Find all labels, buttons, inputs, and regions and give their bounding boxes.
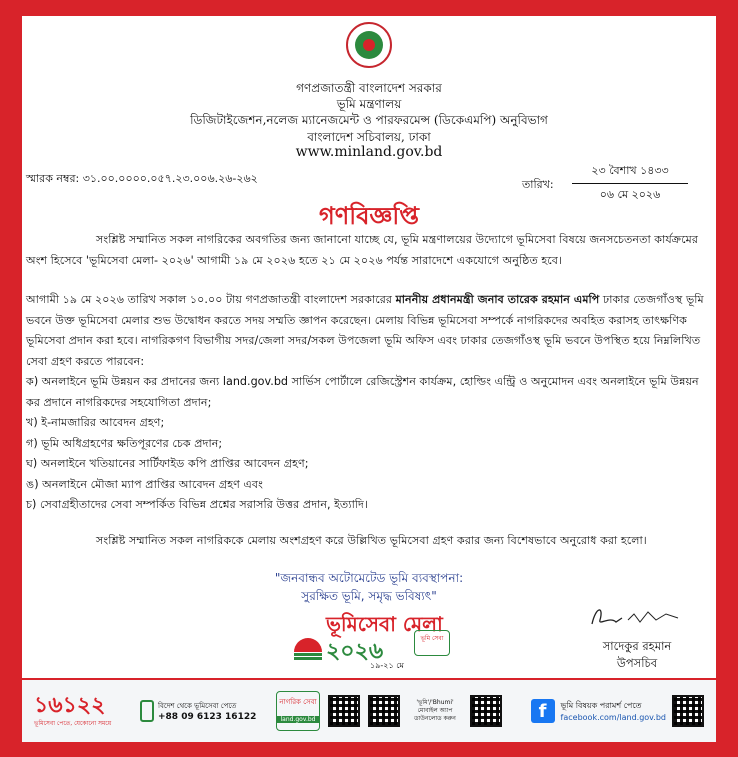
facebook-url[interactable]: facebook.com/land.gov.bd xyxy=(560,713,666,722)
header-division: ডিজিটাইজেশন,নলেজ ম্যানেজমেন্ট ও পারফরমেন্স (ডিকেএমপি) অনুবিভাগ xyxy=(190,113,548,127)
signer-designation: উপসচিব xyxy=(616,656,658,670)
date-bangla: ২৩ বৈশাখ ১৪৩৩ xyxy=(572,162,688,184)
list-item: গ) ভূমি অধিগ্রহণের ক্ষতিপূরণের চেক প্রদান; xyxy=(26,436,223,450)
list-item: ঘ) অনলাইনে খতিয়ানের সার্টিফাইড কপি প্রাপ্তির আবেদন গ্রহণ; xyxy=(26,457,309,470)
list-item: ক) অনলাইনে ভূমি উন্নয়ন কর প্রদানের জন্য land.gov.bd সার্ভিস পোর্টালে রেজিস্ট্রেশন কার্যক্রম, হোল্ডিং এন্ট্রি ও অনুমোদন এবং অনলাইনে ভূমি উন্নয়ন কর প্রদানে নাগরিকদের সহযোগিতা প্রদান; xyxy=(26,375,699,409)
notice-title: গণবিজ্ঞপ্তি xyxy=(318,202,420,230)
service-list xyxy=(26,372,708,516)
signature-icon xyxy=(582,602,692,630)
citizen-label: নাগরিক সেবা xyxy=(279,698,317,706)
paragraph-inauguration-before: আগামী ১৯ মে ২০২৬ তারিখ সকাল ১০.০০ টায় গণপ্রজাতন্ত্রী বাংলাদেশ সরকারের xyxy=(26,293,396,306)
sunrise-logo-icon xyxy=(292,628,324,660)
qr-code-icon[interactable] xyxy=(328,695,360,727)
abroad-phone-block xyxy=(140,700,268,722)
government-emblem-icon xyxy=(346,22,392,68)
date-gregorian: ০৬ মে ২০২৬ xyxy=(599,188,661,201)
slogan-line-2: সুরক্ষিত ভূমি, সমৃদ্ধ ভবিষ্যৎ" xyxy=(301,589,437,603)
fair-year: ২০২৬ xyxy=(326,639,384,664)
facebook-icon[interactable]: f xyxy=(531,699,555,723)
abroad-text: বিদেশ থেকে ভূমিসেবা পেতে xyxy=(158,702,237,710)
header-website: www.minland.gov.bd xyxy=(295,144,443,160)
qr-code-icon[interactable] xyxy=(672,695,704,727)
memo-number: স্মারক নম্বর: ৩১.০০.০০০০.০৫৭.২৩.০০৬.২৬-২৬২ xyxy=(26,172,258,185)
hotline-badge-icon: ভূমি সেবা xyxy=(414,630,450,656)
paragraph-inauguration xyxy=(26,290,708,372)
list-item: চ) সেবাগ্রহীতাদের সেবা সম্পর্কিত বিভিন্ন প্রশ্নের সরাসরি উত্তর প্রদান, ইত্যাদি। xyxy=(26,498,368,511)
qr-code-icon[interactable] xyxy=(470,695,502,727)
signer-block xyxy=(582,638,692,672)
hotline-subtext: ভূমিসেবা পেতে, যেকোনো সময়ে xyxy=(34,719,112,727)
slogan xyxy=(222,569,516,605)
footer-banner xyxy=(22,680,716,742)
fair-name: ভূমিসেবা মেলা xyxy=(326,612,443,636)
citizen-service-block[interactable] xyxy=(276,691,320,731)
paragraph-intro: সংশ্লিষ্ট সম্মানিত সকল নাগরিকের অবগতির জন্য জানানো যাচ্ছে যে, ভূমি মন্ত্রণালয়ের উদ্যোগে ভূমিসেবা বিষয়ে জনসচেতনতা কার্যক্রমের অংশ হিসেবে 'ভূমিসেবা মেলা- ২০২৬' আগামী ১৯ মে ২০২৬ হতে ২১ মে ২০২৬ পর্যন্ত সারাদেশে একযোগে অনুষ্ঠিত হবে। xyxy=(26,233,699,267)
header-government: গণপ্রজাতন্ত্রী বাংলাদেশ সরকার xyxy=(296,81,442,95)
slogan-line-1: "জনবান্ধব অটোমেটেড ভূমি ব্যবস্থাপনা: xyxy=(274,571,464,585)
abroad-number[interactable]: +88 09 6123 16122 xyxy=(158,712,257,722)
hotline-number[interactable]: ১৬১২২ xyxy=(34,692,106,718)
header-ministry: ভূমি মন্ত্রণালয় xyxy=(336,97,402,111)
paragraph-inauguration-after: ঢাকার তেজগাঁওস্থ ভূমি ভবনে উক্ত ভূমিসেবা মেলার শুভ উদ্বোধন করতে সদয় সম্মতি জ্ঞাপন করেছেন। মেলায় বিভিন্ন ভূমিসেবা সম্পর্কে নাগরিকদের অবহিত করাসহ তাৎক্ষণিক ভূমিসেবা প্রদান করা হবে। নাগরিকগণ বিভাগীয় সদর/জেলা সদর/সকল উপজেলা ভূমি অফিস এবং ঢাকার তেজগাঁওস্থ ভূমি ভবনে উপস্থিত হয়ে নিম্নলিখিত সেবা গ্রহণ করতে পারবেন: xyxy=(26,293,704,368)
fair-dates: ১৯-২১ মে xyxy=(370,661,404,670)
facebook-block xyxy=(531,695,704,727)
phone-icon xyxy=(140,700,154,722)
prime-minister-name: মাননীয় প্রধানমন্ত্রী জনাব তারেক রহমান এমপি xyxy=(395,293,600,306)
qr-code-icon[interactable] xyxy=(368,695,400,727)
app-download-note: 'ভূমি'/'Bhumi' মোবাইল অ্যাপ ডাউনলোড করুন xyxy=(414,699,456,722)
list-item: ঙ) অনলাইনে মৌজা ম্যাপ প্রাপ্তির আবেদন গ্রহণ এবং xyxy=(26,477,263,491)
hotline-block xyxy=(34,694,132,729)
facebook-text: ভূমি বিষয়ক পরামর্শ পেতে xyxy=(560,701,642,710)
list-item: খ) ই-নামজারির আবেদন গ্রহণ; xyxy=(26,416,165,429)
header-location: বাংলাদেশ সচিবালয়, ঢাকা xyxy=(307,130,431,144)
signer-name: সাদেকুর রহমান xyxy=(602,639,672,653)
paragraph-request: সংশ্লিষ্ট সম্মানিত সকল নাগরিককে মেলায় অংশগ্রহণ করে উল্লিখিত ভূমিসেবা গ্রহণ করার জন্য বিশেষভাবে অনুরোধ করা হলো। xyxy=(96,534,647,547)
notice-sheet xyxy=(22,16,716,678)
date-label: তারিখ: xyxy=(522,178,554,191)
bhumiseba-mela-logo xyxy=(292,610,452,670)
citizen-url[interactable]: land.gov.bd xyxy=(277,716,319,723)
